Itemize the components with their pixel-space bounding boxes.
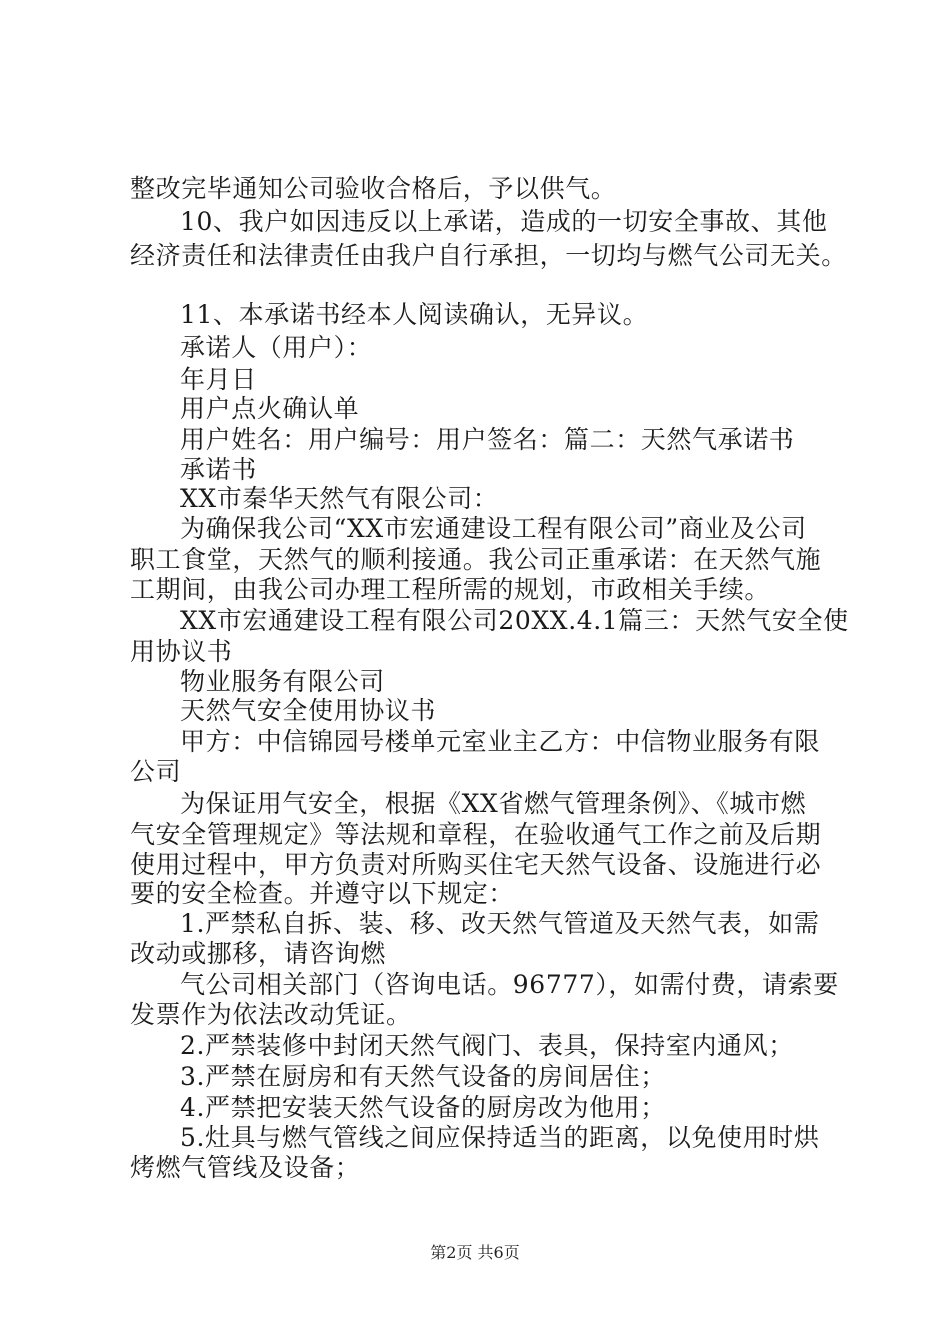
text-line: XX市宏通建设工程有限公司20XX.4.1篇三：天然气安全使 [180, 606, 849, 635]
page-number-footer: 第2页 共6页 [430, 1243, 520, 1262]
text-line: 为确保我公司“XX市宏通建设工程有限公司”商业及公司 [180, 514, 807, 543]
text-line: 整改完毕通知公司验收合格后，予以供气。 [130, 174, 617, 203]
text-line: 5.灶具与燃气管线之间应保持适当的距离，以免使用时烘 [180, 1123, 820, 1152]
text-line: 4.严禁把安装天然气设备的厨房改为他用； [180, 1093, 666, 1122]
text-line: 职工食堂，天然气的顺利接通。我公司正重承诺：在天然气施 [130, 545, 822, 574]
text-line: 天然气安全使用协议书 [180, 696, 437, 725]
text-line: 工期间，由我公司办理工程所需的规划，市政相关手续。 [130, 575, 771, 604]
text-line: 3.严禁在厨房和有天然气设备的房间居住； [180, 1062, 666, 1091]
text-line: 1.严禁私自拆、装、移、改天然气管道及天然气表，如需 [180, 909, 820, 938]
text-line: 气公司相关部门（咨询电话。96777），如需付费，请索要 [180, 970, 839, 999]
text-line: 10、我户如因违反以上承诺，造成的一切安全事故、其他 [180, 207, 828, 236]
text-line: 11、本承诺书经本人阅读确认，无异议。 [180, 300, 649, 329]
text-line: 用协议书 [130, 637, 233, 666]
text-line: XX市秦华天然气有限公司： [180, 484, 499, 513]
text-line: 甲方：中信锦园号楼单元室业主乙方：中信物业服务有限 [180, 727, 821, 756]
text-line: 要的安全检查。并遵守以下规定： [130, 879, 515, 908]
text-line: 改动或挪移，请咨询燃 [130, 939, 387, 968]
text-line: 用户点火确认单 [180, 394, 360, 423]
text-line: 承诺人（用户）： [180, 333, 373, 362]
text-line: 物业服务有限公司 [180, 667, 385, 696]
text-line: 经济责任和法律责任由我户自行承担，一切均与燃气公司无关。 [130, 241, 847, 270]
text-line: 为保证用气安全，根据《XX省燃气管理条例》、《城市燃 [180, 789, 807, 818]
text-line: 用户姓名：用户编号：用户签名：篇二：天然气承诺书 [180, 425, 795, 454]
text-line: 2.严禁装修中封闭天然气阀门、表具，保持室内通风； [180, 1031, 794, 1060]
text-line: 发票作为依法改动凭证。 [130, 1000, 412, 1029]
text-line: 承诺书 [180, 455, 257, 484]
text-line: 使用过程中，甲方负责对所购买住宅天然气设备、设施进行必 [130, 850, 822, 879]
text-line: 烤燃气管线及设备； [130, 1153, 361, 1182]
text-line: 年月日 [180, 365, 257, 394]
text-line: 公司 [130, 757, 182, 786]
text-line: 气安全管理规定》等法规和章程，在验收通气工作之前及后期 [130, 820, 822, 849]
